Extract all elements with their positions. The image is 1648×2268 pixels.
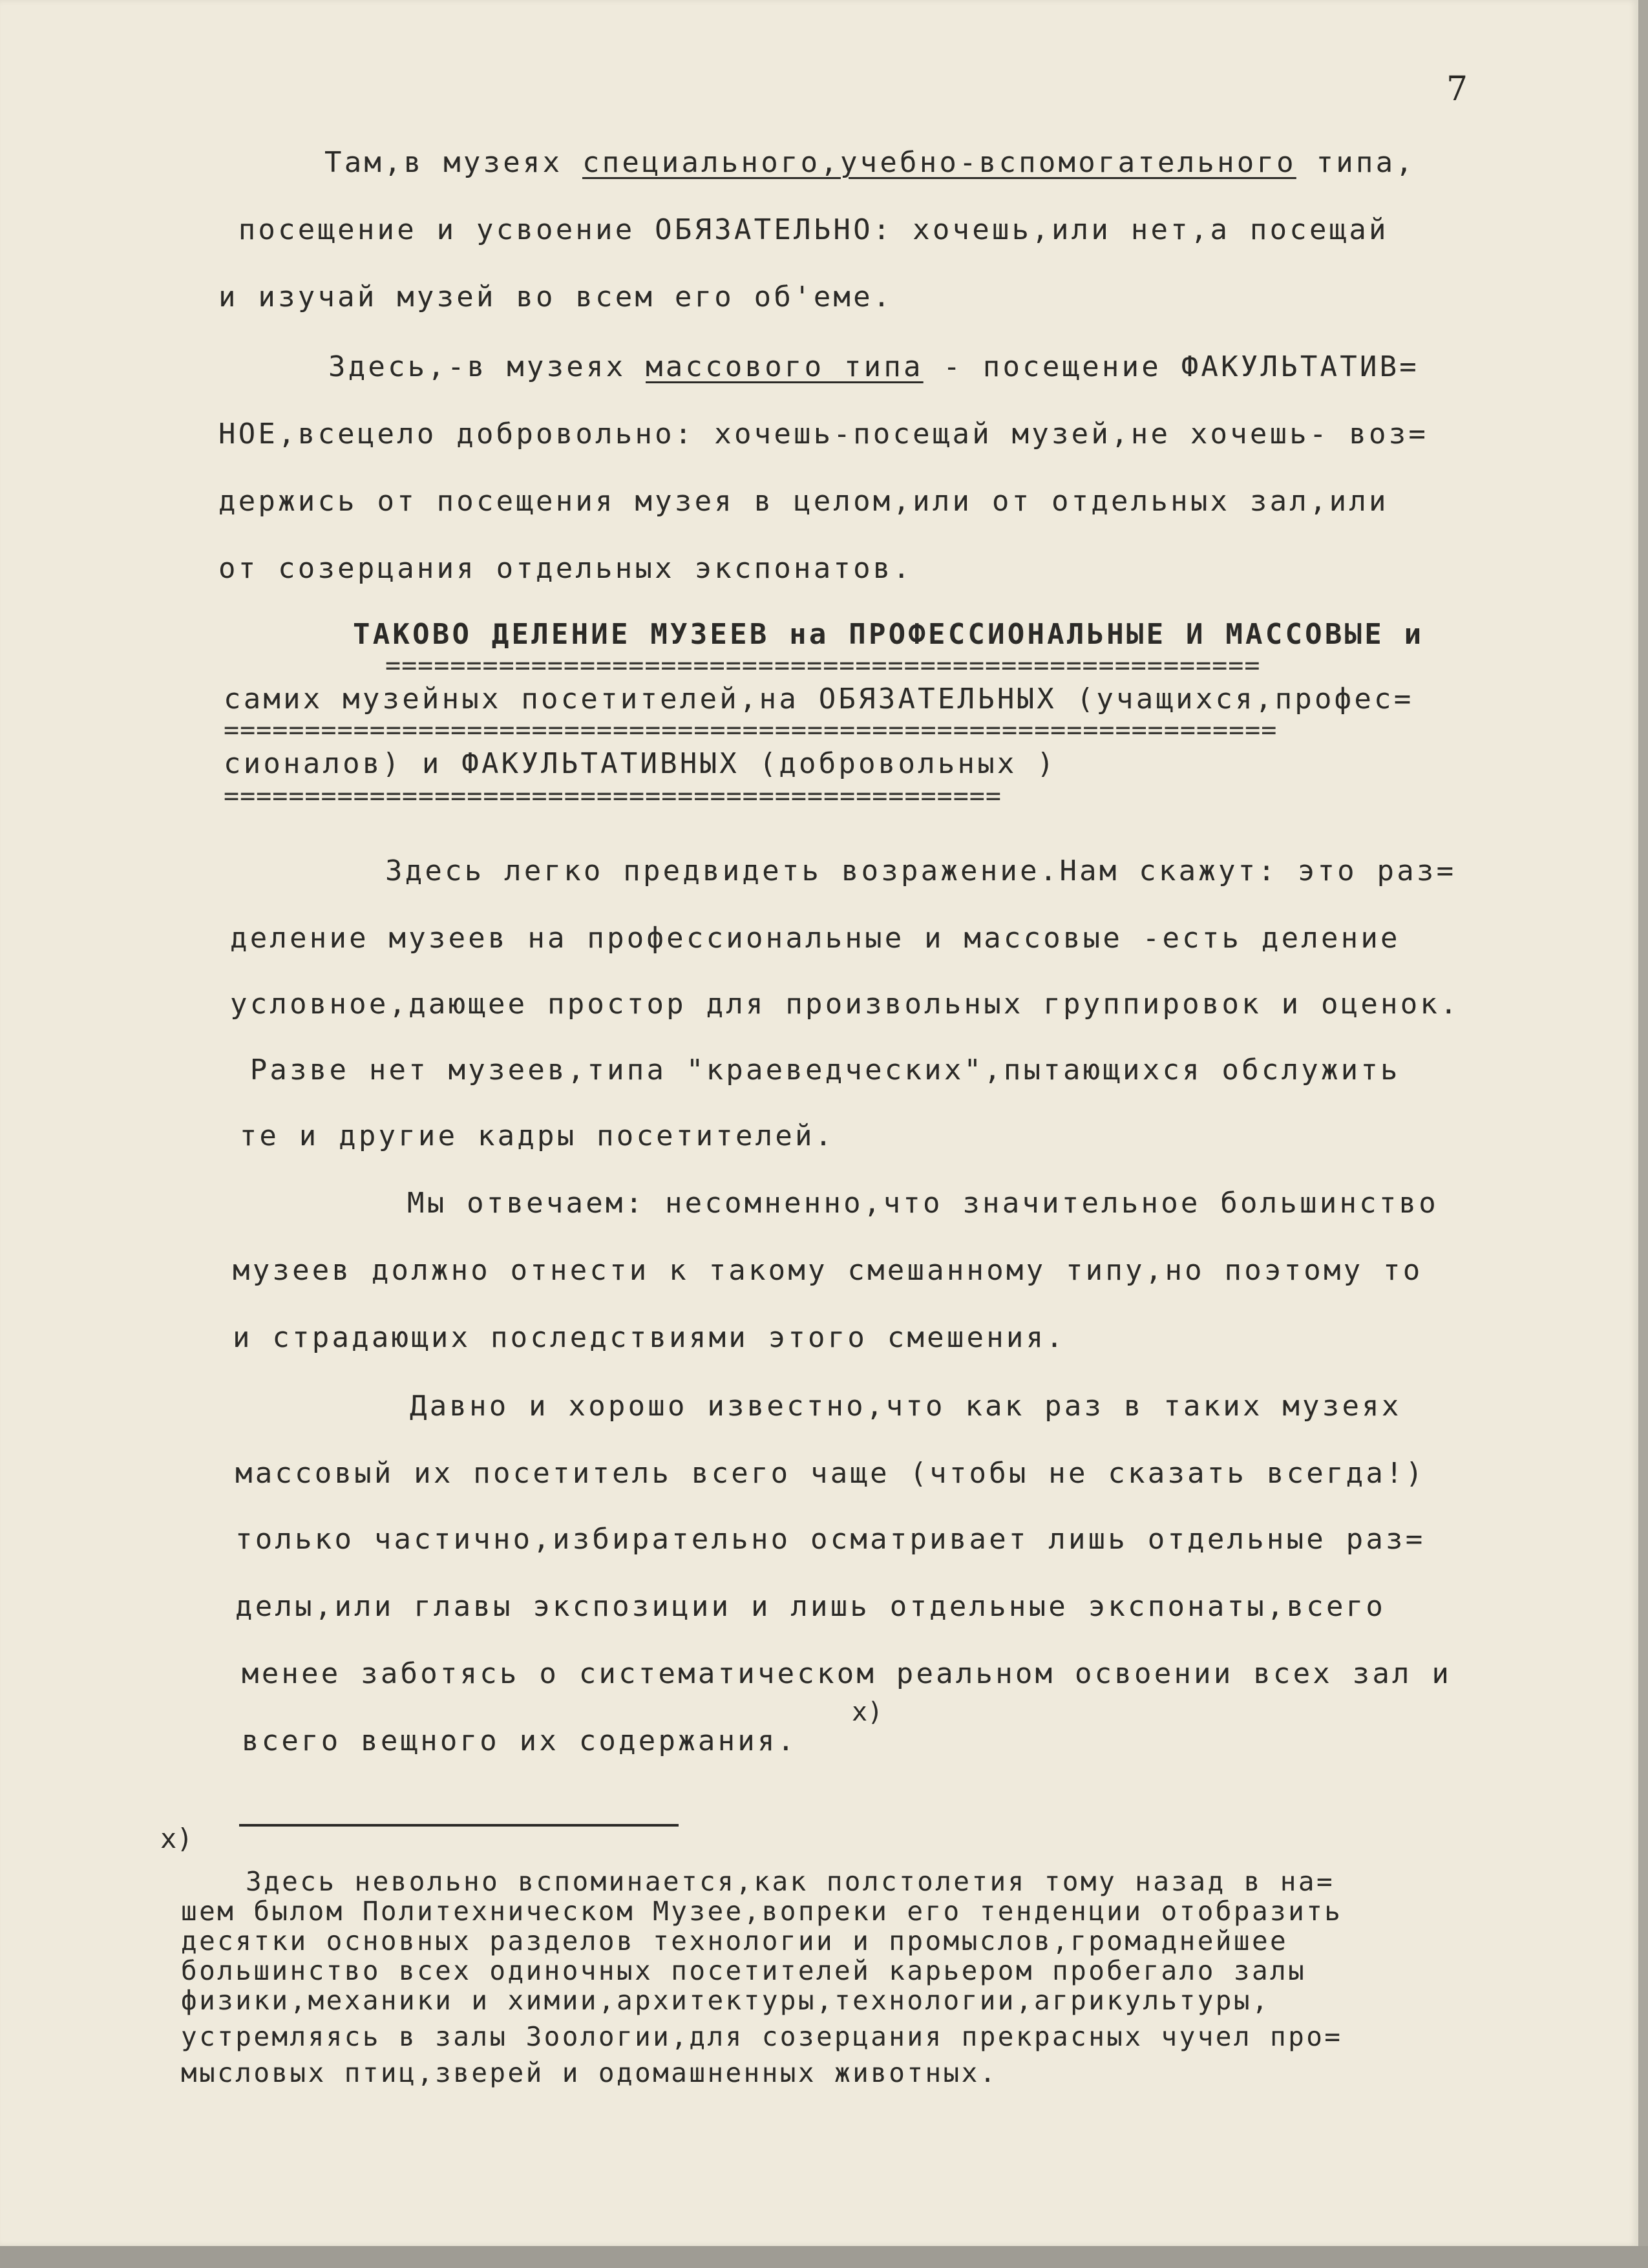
- paragraph-4-line-1: Здесь легко предвидеть возражение.Нам скажут: это раз=: [385, 854, 1457, 887]
- page-bottom-edge: [0, 2246, 1648, 2268]
- paragraph-3-line-3: сионалов) и ФАКУЛЬТАТИВНЫХ (добровольных ): [224, 747, 1057, 780]
- page-number: 7: [1446, 70, 1468, 109]
- paragraph-4-line-3: условное,дающее простор для произвольных группировок и оценок.: [230, 988, 1460, 1021]
- footnote-reference: x): [852, 1697, 883, 1727]
- footnote-line-5: физики,механики и химии,архитектуры,технологии,агрикультуры,: [181, 1985, 1271, 2016]
- paragraph-4-line-2: деление музеев на профессиональные и массовые -есть деление: [230, 922, 1400, 955]
- footnote-line-1: Здесь невольно вспоминается,как полстолетия тому назад в на=: [246, 1866, 1335, 1897]
- paragraph-5-line-2: музеев должно отнести к такому смешанному типу,но поэтому то: [233, 1254, 1423, 1287]
- double-rule-3: ================================================: [224, 781, 1002, 811]
- paragraph-2-line-4: от созерцания отдельных экспонатов.: [218, 552, 913, 585]
- paragraph-6-line-5: менее заботясь о систематическом реальном освоении всех зал и: [242, 1657, 1452, 1690]
- double-rule-2: =================================================================: [224, 715, 1278, 745]
- paragraph-4-line-5: те и другие кадры посетителей.: [220, 1119, 835, 1152]
- paragraph-4-line-4: Разве нет музеев,типа "краеведческих",пытающихся обслужить: [230, 1054, 1400, 1086]
- page-edge: [1638, 0, 1648, 2268]
- footnote-line-2: шем былом Политехническом Музее,вопреки его тенденции отобразить: [181, 1896, 1343, 1927]
- footnote-line-4: большинство всех одиночных посетителей карьером пробегало залы: [181, 1955, 1307, 1986]
- footnote-line-6: устремляясь в залы Зоологии,для созерцания прекрасных чучел про=: [181, 2021, 1343, 2052]
- paragraph-1-line-3: и изучай музей во всем его об'еме.: [218, 281, 893, 313]
- paragraph-1-line-1: Там,в музеях специального,учебно-вспомогательного типа,: [324, 146, 1415, 179]
- paragraph-6-line-4: делы,или главы экспозиции и лишь отдельные экспонаты,всего: [235, 1590, 1386, 1623]
- paragraph-2-line-1: Здесь,-в музеях массового типа - посещение ФАКУЛЬТАТИВ=: [328, 350, 1419, 383]
- paragraph-1-line-2: посещение и усвоение ОБЯЗАТЕЛЬНО: хочешь,или нет,а посещай: [218, 213, 1389, 246]
- footnote-line-7: мысловых птиц,зверей и одомашненных животных.: [181, 2057, 998, 2088]
- footnote-line-3: десятки основных разделов технологии и промыслов,громаднейшее: [181, 1925, 1289, 1956]
- paragraph-6-line-2: массовый их посетитель всего чаще (чтобы не сказать всегда!): [235, 1457, 1426, 1490]
- paragraph-6-line-3: только частично,избирательно осматривает лишь отдельные раз=: [235, 1523, 1426, 1556]
- footnote-marker: x): [160, 1823, 193, 1854]
- footnote-separator: [239, 1824, 679, 1827]
- paragraph-5-line-3: и страдающих последствиями этого смешения.: [233, 1321, 1066, 1354]
- double-rule-1: ======================================================: [385, 651, 1261, 681]
- paragraph-3-line-1: ТАКОВО ДЕЛЕНИЕ МУЗЕЕВ на ПРОФЕССИОНАЛЬНЫЕ И МАССОВЫЕ и: [353, 618, 1424, 651]
- paragraph-6-line-1: Давно и хорошо известно,что как раз в таких музеях: [410, 1390, 1402, 1423]
- paragraph-3-line-2: самих музейных посетителей,на ОБЯЗАТЕЛЬНЫХ (учащихся,профес=: [224, 683, 1414, 715]
- paragraph-6-line-6: всего вещного их содержания.: [242, 1724, 798, 1757]
- paragraph-2-line-2: НОЕ,всецело добровольно: хочешь-посещай музей,не хочешь- воз=: [218, 418, 1429, 450]
- paragraph-2-line-3: держись от посещения музея в целом,или от отдельных зал,или: [218, 485, 1389, 518]
- paragraph-5-line-1: Мы отвечаем: несомненно,что значительное большинство: [407, 1187, 1439, 1220]
